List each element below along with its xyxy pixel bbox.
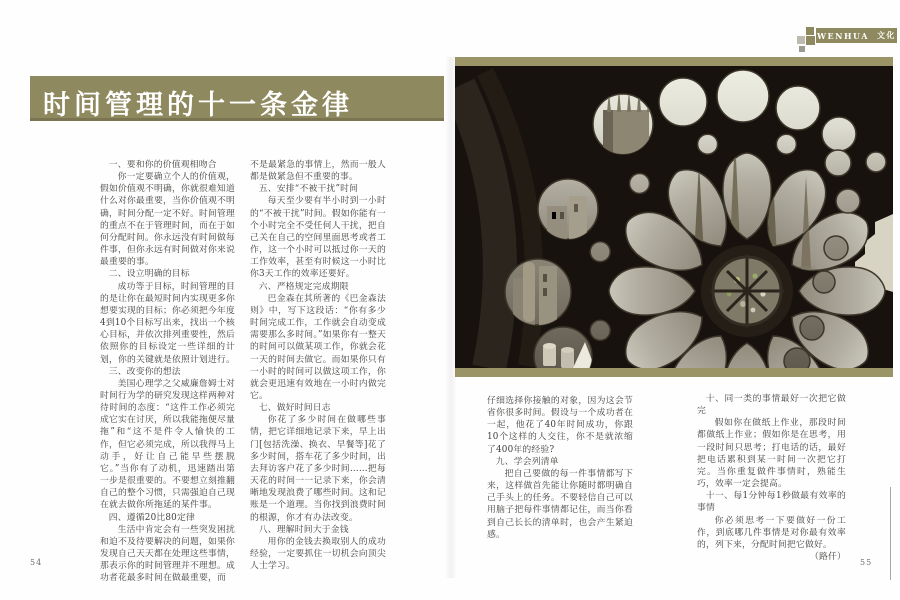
paragraph: 每天至少要有半小时到一小时的“不被干扰”时间。假如你能有一个小时完全不受任何人干扰，把自己关在自己的空间里面思考或者工作，这一个小时可以抵过你一天的工作效率，甚至有时候这一小时比你3天工作的效率还要好。 [250, 196, 386, 280]
section-heading: 八、理解时间大于金钱 [258, 524, 349, 535]
text-column-left-2 [250, 159, 386, 572]
paragraph: 你必须思考一下要做好一份工作，到底哪几件事情是对你最有效率的，列下来，分配时间把它做好。 （路仟） [697, 515, 846, 563]
header-checker-square [799, 46, 805, 52]
page-number-left: 54 [30, 558, 43, 567]
section-heading: 四、遵循20比80定律 [108, 512, 195, 523]
header-checker-square [806, 36, 815, 45]
paragraph: 成功等于目标，时间管理的目的是让你在最短时间内实现更多你想要实现的目标；你必须把今年度4到10个目标写出来，找出一个核心目标，并依次排列重要性，然后依照你的目标设定一些详细的计划，你的关键就是依照计划进行。 [100, 281, 235, 365]
section-heading: 十一、每1分钟每1秒做最有效率的事情 [697, 491, 846, 514]
paragraph: 你花了多少时间在做哪些事情，把它详细地记录下来，早上出门[包括洗澡、换衣、早餐等]花了多少时间，搭车花了多少时间，出去拜访客户花了多少时间……把每天花的时间一一记录下来，你会清晰地发现浪费了哪些时间。这和记账是一个道理。当你找到浪费时间的根源，你才有办法改变。 [250, 415, 386, 523]
paragraph: 生活中肯定会有一些突发困扰和迫不及待要解决的问题，如果你发现自己天天都在处理这些事情，那表示你的时间管理并不理想。成功者花最多时间在做最重要，而 [100, 524, 235, 584]
magazine-name-label: WENHUA [817, 30, 869, 41]
header-checker-square [806, 27, 814, 35]
paragraph: 假如你在做纸上作业，那段时间都做纸上作业；假如你是在思考，用一段时间只思考；打电话的话，最好把电话累积到某一时间一次把它打完。当你重复做件事情时，熟能生巧，效率一定会提高。 [697, 418, 846, 490]
paragraph: 把自己要做的每一件事情都写下来，这样做首先能让你随时都明确自己手头上的任务。不要轻信自己可以用脑子把每件事情都记住，而当你看到自己长长的清单时，也会产生紧迫感。 [487, 468, 633, 540]
paragraph: 仔细选择你接触的对象，因为这会节省你很多时间。假设与一个成功者在一起，他花了40年时间成功，你跟10个这样的人交往，你不是就浓缩了400年的经验? [487, 396, 633, 455]
text-column-left-1 [100, 159, 235, 584]
section-heading: 十、同一类的事情最好一次把它做完 [697, 394, 846, 417]
photo-frame-band-bottom [455, 368, 893, 377]
paragraph: 巴金森在其所著的《巴金森法则》中，写下这段话：“你有多少时间完成工作，工作就会自动变成需要那么多时间。”如果你有一整天的时间可以做某项工作，你就会花一天的时间去做它。而如果你只有一小时的时间可以做这项工作，你就会更迅速有效地在一小时内做完它。 [250, 293, 386, 401]
header-checker-square [797, 36, 805, 44]
photo-frame-band-top [455, 57, 893, 66]
section-heading: 七、做好时间日志 [258, 403, 331, 414]
paragraph: 你一定要确立个人的价值观，假如价值观不明确，你就很难知道什么对你最重要，当你价值观不明确，时间分配一定不好。时间管理的重点不在于管理时间，而在于如何分配时间。你永远没有时间做每件事，但你永远有时间做对你来说最重要的事。 [100, 172, 235, 268]
author-attribution: （路仟） [810, 552, 846, 563]
section-heading: 三、改变你的想法 [108, 366, 181, 377]
section-heading: 九、学会列清单 [495, 456, 559, 467]
section-heading: 一、要和你的价值观相吻合 [108, 160, 217, 170]
page-number-right: 55 [860, 558, 873, 567]
text-column-right-2 [697, 393, 846, 563]
article-title: 时间管理的十一条金律 [43, 90, 353, 121]
section-heading: 六、严格规定完成期限 [258, 281, 349, 292]
paragraph: 美国心理学之父威廉詹姆士对时间行为学的研究发现这样两种对待时间的态度：“这件工作必须完成它实在讨厌，所以我能拖便尽量拖”和“这不是件令人愉快的工作，但它必须完成，所以我得马上动手，好让自己能早些摆脱它。”当你有了动机，迅速踏出第一步是很重要的。不要想立刻推翻自己的整个习惯，只需强迫自己现在就去做你所拖延的某件事。 [100, 378, 235, 511]
cathedral-rose-window-photo [455, 66, 893, 368]
right-edge-rule [890, 487, 891, 580]
section-name-label: 文化 [876, 30, 896, 40]
paragraph: 用你的金钱去换取别人的成功经验，一定要抓住一切机会向顶尖人士学习。 [250, 536, 386, 572]
section-heading: 五、安排“不被干扰”时间 [258, 184, 359, 195]
article-title-bar [30, 76, 444, 121]
spread-gutter-shadow [445, 57, 457, 578]
paragraph: 不是最紧急的事情上，然而一般人都是做紧急但不重要的事。 [250, 160, 386, 183]
section-heading: 二、设立明确的目标 [108, 269, 190, 280]
section-header-bar [816, 28, 897, 43]
text-column-right-1 [487, 395, 633, 541]
